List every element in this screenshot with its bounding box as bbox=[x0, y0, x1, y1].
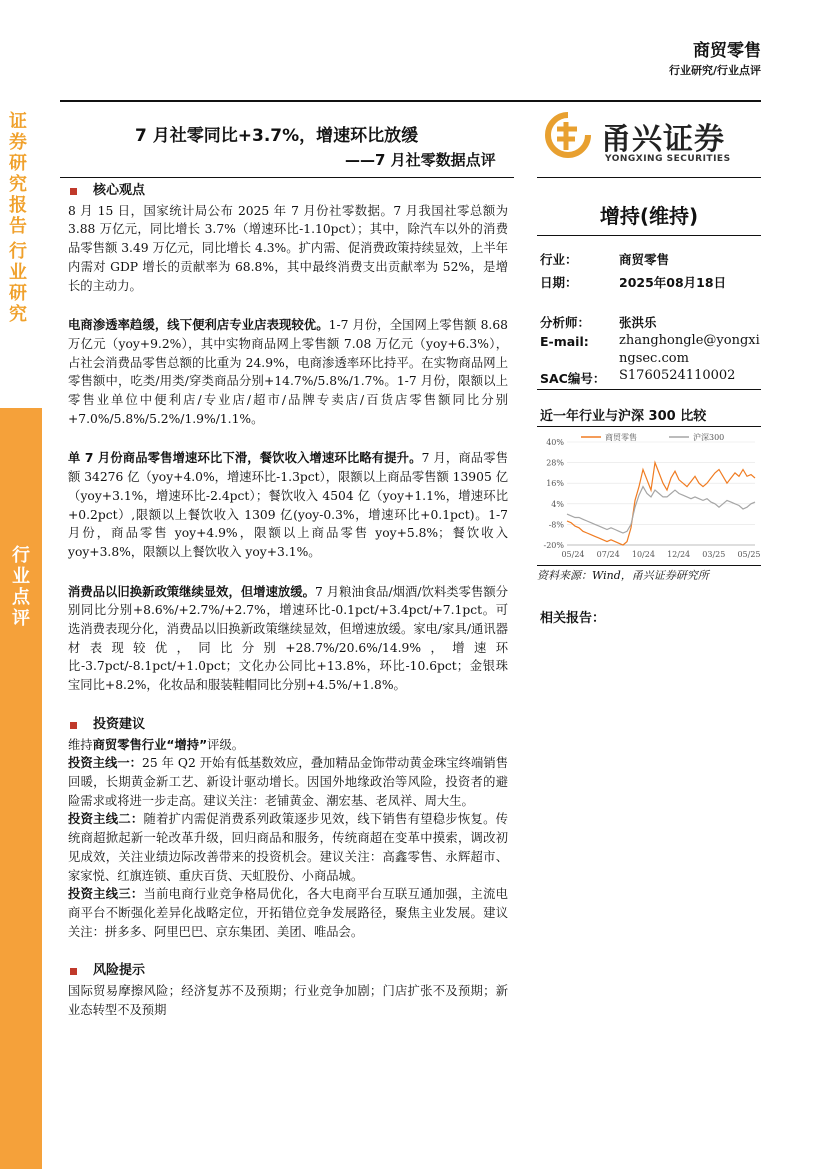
sidebar-band bbox=[0, 408, 42, 1169]
info-divider bbox=[537, 389, 761, 390]
investment-line-2-lead: 投资主线二： bbox=[68, 812, 144, 827]
core-paragraph-4 bbox=[68, 583, 508, 695]
header-divider bbox=[60, 100, 761, 102]
bullet-square-icon bbox=[70, 968, 77, 975]
main-column bbox=[68, 182, 508, 1028]
investment-line-3-text: 当前电商行业竞争格局优化，各大电商平台互联互通加强，主流电商平台不断强化差异化战略定位，开拓错位竞争发展路径，聚焦主业发展。建议关注：拼多多、阿里巴巴、京东集团、美团、唯品会。 bbox=[68, 887, 508, 939]
analyst-name: 张洪乐 bbox=[619, 315, 657, 330]
y-tick-label: 4% bbox=[551, 499, 564, 509]
date-value: 2025年08月18日 bbox=[619, 275, 727, 290]
core-paragraph-3 bbox=[68, 449, 508, 561]
sidebar-label-securities-report: 证券研究报告 bbox=[9, 111, 27, 237]
report-title: 7 月社零同比+3.7%，增速环比放缓 bbox=[135, 126, 419, 146]
x-tick-label: 05/25 bbox=[737, 550, 761, 559]
legend-label: 沪深300 bbox=[693, 433, 725, 442]
related-reports-label: 相关报告： bbox=[540, 611, 606, 626]
x-tick-label: 10/24 bbox=[631, 550, 655, 559]
company-logo bbox=[545, 110, 755, 170]
logo-name-en: YONGXING SECURITIES bbox=[605, 154, 731, 164]
chart-grid bbox=[567, 442, 755, 545]
investment-intro-pre: 维持 bbox=[68, 737, 93, 752]
rating-divider bbox=[537, 235, 761, 236]
chart-source: 资料来源：Wind，甬兴证券研究所 bbox=[537, 569, 709, 582]
legend-label: 商贸零售 bbox=[605, 433, 637, 442]
x-tick-label: 03/25 bbox=[702, 550, 726, 559]
date-label: 日期： bbox=[540, 275, 578, 290]
header-subcategory: 行业研究/行业点评 bbox=[668, 64, 761, 77]
core-paragraph-4-lead: 消费品以旧换新政策继续显效，但增速放缓。 bbox=[68, 584, 315, 599]
risk-heading bbox=[68, 962, 508, 981]
x-tick-label: 12/24 bbox=[667, 550, 691, 559]
comparison-line-chart bbox=[537, 428, 761, 563]
chart-y-axis bbox=[544, 438, 565, 550]
core-paragraph-4-text: 7 月粮油食品/烟酒/饮料类零售额分别同比分别+8.6%/+2.7%/+2.7%，增速环比-0.1pct/+3.4pct/+7.1pct。可选消费表现分化，消费品以旧换新政策继续显效，但增速放缓。家电/家具/通讯器材表现较优，同比分别+28.7%/20.6%/14.9%，增速环比-3.7pct/-8.1pct/+1.0pct；文化办公同比+13.8%，环比-10.6pct；金银珠宝同比+8.2%，化妆品和服装鞋帽同比分别+4.5%/+1.8%。 bbox=[68, 584, 508, 693]
investment-intro-rating: 商贸零售行业“增持” bbox=[92, 737, 208, 752]
core-paragraph-1: 8 月 15 日，国家统计局公布 2025 年 7 月份社零数据。7 月我国社零总额为 3.88 万亿元，同比增长 3.7%（增速环比-1.10pct）；其中，除汽车以外的消费品零售额 3.49 万亿元，同比增长 4.3%。扩内需、促消费政策持续显效，上半年内需对 GDP 增长的贡献率为 68.8%，其中最终消费支出贡献率为 52%，是增长的主动力。 bbox=[68, 203, 508, 293]
core-paragraph-2 bbox=[68, 316, 508, 428]
investment-line-1 bbox=[68, 754, 508, 810]
sac-value: S1760524110002 bbox=[619, 368, 736, 383]
core-paragraph-2-text: 1-7 月份，全国网上零售额 8.68 万亿元（yoy+9.2%），其中实物商品网上零售额 7.08 万亿元（yoy+6.3%），占社会消费品零售总额的比重为 24.9%，电商渗透率环比持平。在实物商品网上零售额中，吃类/用类/穿类商品分别+14.7%/5.8%/1.7%。1-7 月份，限额以上零售业单位中便利店/专业店/超市/品牌专卖店/百货店零售额同比分别+7.0%/5.8%/5.2%/1.9%/1.1%。 bbox=[68, 318, 508, 426]
sidebar-band-label: 行业点评 bbox=[12, 545, 30, 629]
rating: 增持(维持) bbox=[599, 204, 699, 228]
sidebar-label-industry-research: 行业研究 bbox=[9, 241, 27, 325]
right-column-divider bbox=[537, 177, 761, 178]
chart-bottom-divider bbox=[537, 565, 761, 566]
investment-heading-text: 投资建议 bbox=[93, 716, 146, 732]
risk-heading-text: 风险提示 bbox=[93, 963, 146, 979]
core-paragraph-2-lead: 电商渗透率趋缓，线下便利店专业店表现较优。 bbox=[68, 318, 329, 333]
sac-label: SAC编号： bbox=[540, 371, 606, 386]
y-tick-label: 28% bbox=[546, 458, 564, 468]
chart-legend bbox=[581, 432, 724, 442]
bullet-square-icon bbox=[70, 188, 77, 195]
investment-line-2-text: 随着扩内需促消费系列政策逐步见效，线下销售有望稳步恢复。传统商超掀起新一轮改革升级，回归商品和服务，传统商超在变革中摸索，调改初见成效，关注业绩边际改善带来的投资机会。建议关注：高鑫零售、永辉超市、家家悦、红旗连锁、重庆百货、天虹股份、小商品城。 bbox=[68, 812, 508, 883]
chart-x-axis bbox=[561, 550, 760, 559]
risk-text: 国际贸易摩擦风险；经济复苏不及预期；行业竞争加剧；门店扩张不及预期；新业态转型不及预期 bbox=[68, 984, 508, 1017]
investment-intro bbox=[68, 736, 508, 755]
core-view-heading bbox=[68, 182, 508, 201]
core-paragraph-3-lead: 单 7 月份商品零售增速环比下滑，餐饮收入增速环比略有提升。 bbox=[68, 451, 422, 466]
y-tick-label: 16% bbox=[546, 479, 564, 489]
investment-intro-post: 评级。 bbox=[207, 737, 245, 752]
investment-line-3 bbox=[68, 885, 508, 941]
y-tick-label: -8% bbox=[548, 520, 564, 530]
header-category: 商贸零售 bbox=[693, 41, 761, 61]
series-line-沪深300 bbox=[567, 487, 755, 533]
y-tick-label: -20% bbox=[543, 541, 564, 550]
left-column-divider bbox=[60, 177, 514, 178]
investment-line-2 bbox=[68, 810, 508, 885]
analyst-label: 分析师： bbox=[540, 315, 591, 330]
core-view-heading-text: 核心观点 bbox=[93, 183, 146, 198]
chart-top-divider bbox=[537, 426, 761, 427]
chart-title: 近一年行业与沪深 300 比较 bbox=[540, 409, 707, 424]
bullet-square-icon bbox=[70, 722, 77, 729]
email-label: E-mail: bbox=[540, 334, 589, 349]
yongxing-logo-icon bbox=[545, 112, 591, 158]
investment-line-3-lead: 投资主线三： bbox=[68, 887, 144, 902]
sidebar-top bbox=[0, 103, 36, 325]
investment-line-1-text: 25 年 Q2 开始有低基数效应，叠加精品金饰带动黄金珠宝终端销售回暖，长期黄金新工艺、新设计驱动增长。因国外地缘政治等风险，投资者的避险需求或将进一步走高。建议关注：老铺黄金、潮宏基、老凤祥、周大生。 bbox=[68, 756, 508, 808]
logo-name-cn: 甬兴证券 bbox=[601, 122, 725, 157]
industry-label: 行业： bbox=[540, 252, 578, 267]
report-subtitle: ——7 月社零数据点评 bbox=[345, 151, 496, 169]
industry-value: 商贸零售 bbox=[619, 252, 670, 267]
investment-heading bbox=[68, 716, 508, 735]
x-tick-label: 05/24 bbox=[561, 550, 585, 559]
core-paragraph-3-text: 7 月，商品零售额 34276 亿（yoy+4.0%，增速环比-1.3pct），限额以上商品零售额 13905 亿（yoy+3.1%，增速环比-2.4pct）；餐饮收入 4504 亿（yoy+1.1%，增速环比+0.2pct）,限额以上餐饮收入 1309 亿(yoy-0.3%，增速环比+0.1pct)。1-7 月份，商品零售 yoy+4.9%，限额以上商品零售 yoy+5.8%；餐饮收入 yoy+3.8%，限额以上餐饮收入 yoy+3.1%。 bbox=[68, 451, 508, 559]
investment-line-1-lead: 投资主线一： bbox=[68, 756, 142, 771]
x-tick-label: 07/24 bbox=[596, 550, 620, 559]
y-tick-label: 40% bbox=[546, 438, 564, 447]
email-value[interactable]: zhanghongle@yongxingsec.com bbox=[619, 333, 760, 366]
